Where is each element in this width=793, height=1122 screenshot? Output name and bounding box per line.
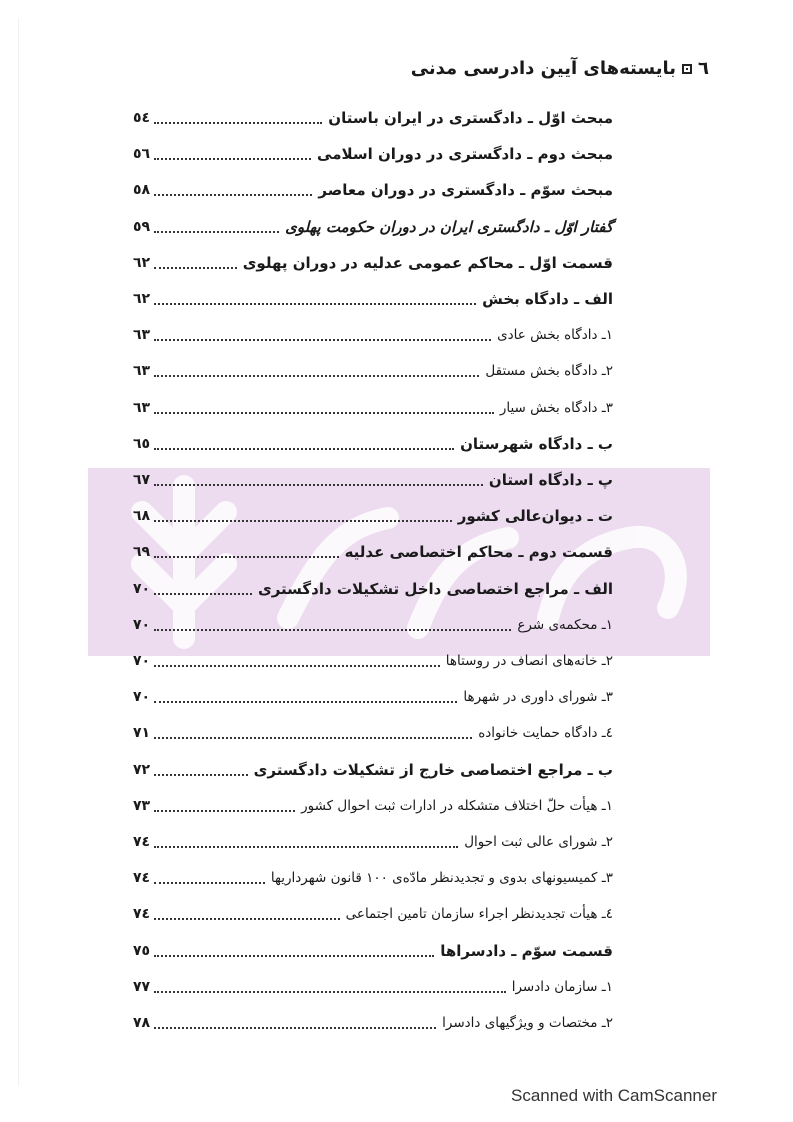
toc-page-number: ٦٣	[133, 327, 151, 344]
toc-entry-title: گفتار اوّل ـ دادگستری ایران در دوران حکومت پهلوی	[285, 217, 613, 236]
toc-page-number: ٧١	[133, 725, 151, 742]
toc-entry	[133, 139, 613, 169]
toc-entry	[133, 501, 613, 531]
toc-entry	[133, 429, 613, 459]
toc-entry	[133, 936, 613, 966]
dot-leader	[154, 122, 322, 124]
dot-leader	[154, 267, 237, 269]
toc-page-number: ٧٣	[133, 797, 151, 814]
toc-entry	[133, 356, 613, 386]
dot-leader	[154, 412, 494, 414]
dot-leader	[154, 882, 265, 884]
toc-entry-title: ب ـ مراجع اختصاصی خارج از تشکیلات دادگستری	[253, 760, 613, 779]
toc-page-number: ٧٠	[133, 616, 151, 633]
toc-entry	[133, 718, 613, 748]
dot-leader	[154, 629, 511, 631]
toc-entry	[133, 320, 613, 350]
toc-entry	[133, 175, 613, 205]
toc-entry-title: قسمت اوّل ـ محاکم عمومی عدلیه در دوران پهلوی	[242, 253, 613, 272]
toc-entry-title: ٤ـ دادگاه حمایت خانواده	[478, 725, 613, 742]
toc-entry-title: ١ـ دادگاه بخش عادی	[497, 327, 613, 344]
dot-leader	[154, 556, 338, 558]
toc-entry	[133, 103, 613, 133]
book-title: بایسته‌های آیین دادرسی مدنی	[410, 58, 676, 79]
dot-leader	[154, 665, 440, 667]
toc-entry-title: ب ـ دادگاه شهرستان	[460, 434, 613, 453]
dot-leader	[154, 448, 454, 450]
dot-leader	[154, 231, 279, 233]
toc-page-number: ٧٠	[133, 580, 151, 597]
toc-page-number: ٧٠	[133, 653, 151, 669]
dot-leader	[154, 158, 311, 160]
dot-leader	[154, 774, 248, 776]
toc-entry-title: ١ـ محکمه‌ی شرع	[517, 616, 613, 633]
toc-entry-title: الف ـ دادگاه بخش	[482, 290, 613, 308]
toc-entry-title: ٢ـ مختصات و ویژگیهای دادسرا	[442, 1015, 613, 1031]
toc-page-number: ٧٤	[133, 906, 151, 923]
toc-entry-title: مبحث دوم ـ دادگستری در دوران اسلامی	[317, 145, 613, 164]
toc-entry-title: ٤ـ هیأت تجدیدنظر اجراء سازمان تامین اجتماعی	[345, 906, 613, 923]
toc-page-number: ٦٣	[133, 363, 151, 380]
dot-leader	[154, 593, 252, 595]
toc-entry-title: ت ـ دیوان‌عالی کشور	[457, 507, 613, 526]
toc-page-number: ٧٤	[133, 834, 151, 850]
dot-leader	[154, 846, 458, 848]
toc-entry	[133, 863, 613, 893]
toc-entry-title: پ ـ دادگاه استان	[488, 471, 613, 489]
toc-entry	[133, 284, 613, 314]
dot-leader	[154, 520, 452, 522]
toc-page-number: ٦٥	[133, 435, 151, 452]
toc-page-number: ٧٨	[133, 1015, 151, 1031]
toc-entry	[133, 465, 613, 495]
dot-leader	[154, 991, 506, 993]
dot-leader	[154, 339, 491, 341]
toc-entry	[133, 972, 613, 1002]
toc-page-number: ٦٧	[133, 472, 151, 488]
toc-page-number: ٧٥	[133, 942, 151, 959]
toc-page-number: ٥٩	[133, 218, 151, 235]
dot-leader	[154, 701, 457, 703]
toc-entry	[133, 393, 613, 423]
toc-entry-title: قسمت دوم ـ محاکم اختصاصی عدلیه	[344, 543, 613, 562]
toc-entry	[133, 646, 613, 676]
dot-leader	[154, 375, 479, 377]
toc-entry-title: ٣ـ کمیسیونهای بدوی و تجدیدنظر مادّه‌ی ١٠٠ قانون شهرداریها	[270, 870, 613, 887]
toc-entry-title: مبحث اوّل ـ دادگستری در ایران باستان	[328, 109, 613, 127]
dot-leader	[154, 303, 476, 305]
toc-entry-title: ٢ـ شورای عالی ثبت احوال	[464, 834, 613, 850]
toc-page-number: ٦٢	[133, 291, 151, 307]
page-number: ٦	[698, 58, 709, 79]
toc-entry	[133, 682, 613, 712]
toc-entry-title: ١ـ سازمان دادسرا	[511, 978, 613, 995]
toc-page-number: ٥٤	[133, 110, 151, 126]
toc-page-number: ٦٢	[133, 254, 151, 271]
toc-page-number: ٧٠	[133, 689, 151, 706]
dot-leader	[154, 484, 483, 486]
dot-leader	[154, 1027, 436, 1029]
toc-page-number: ٧٤	[133, 870, 151, 887]
toc-page-number: ٧٧	[133, 978, 151, 995]
toc-entry	[133, 827, 613, 857]
toc-entry-title: ٣ـ دادگاه بخش سیار	[499, 399, 613, 416]
toc-page-number: ٦٣	[133, 399, 151, 416]
dot-leader	[154, 194, 312, 196]
toc-entry-title: ٢ـ خانه‌های انصاف در روستاها	[445, 653, 613, 669]
toc-entry	[133, 899, 613, 929]
toc-entry-title: ٢ـ دادگاه بخش مستقل	[485, 363, 613, 380]
toc-entry	[133, 248, 613, 278]
toc-entry	[133, 574, 613, 604]
dot-leader	[154, 810, 295, 812]
toc-page-number: ٥٨	[133, 182, 151, 199]
toc-entry-title: مبحث سوّم ـ دادگستری در دوران معاصر	[318, 181, 613, 200]
scanner-watermark-text: Scanned with CamScanner	[510, 1086, 717, 1105]
toc-entry-title: ١ـ هیأت حلّ اختلاف متشکله در ادارات ثبت احوال کشور	[301, 797, 613, 814]
toc-page-number: ٦٨	[133, 508, 151, 525]
dot-leader	[154, 918, 340, 920]
toc-entry	[133, 610, 613, 640]
toc-entry	[133, 537, 613, 567]
toc-page-number: ٦٩	[133, 544, 151, 561]
dot-leader	[154, 955, 434, 957]
toc-entry	[133, 212, 613, 242]
toc-page-number: ٧٢	[133, 761, 151, 778]
toc-entry-title: الف ـ مراجع اختصاصی داخل تشکیلات دادگستری	[257, 579, 613, 598]
toc-entry	[133, 791, 613, 821]
toc-entry	[133, 755, 613, 785]
toc-entry-title: قسمت سوّم ـ دادسراها	[440, 941, 613, 960]
toc-entry	[133, 1008, 613, 1038]
toc-page-number: ٥٦	[133, 146, 151, 163]
dot-leader	[154, 737, 472, 739]
toc-entry-title: ٣ـ شورای داوری در شهرها	[463, 689, 613, 706]
